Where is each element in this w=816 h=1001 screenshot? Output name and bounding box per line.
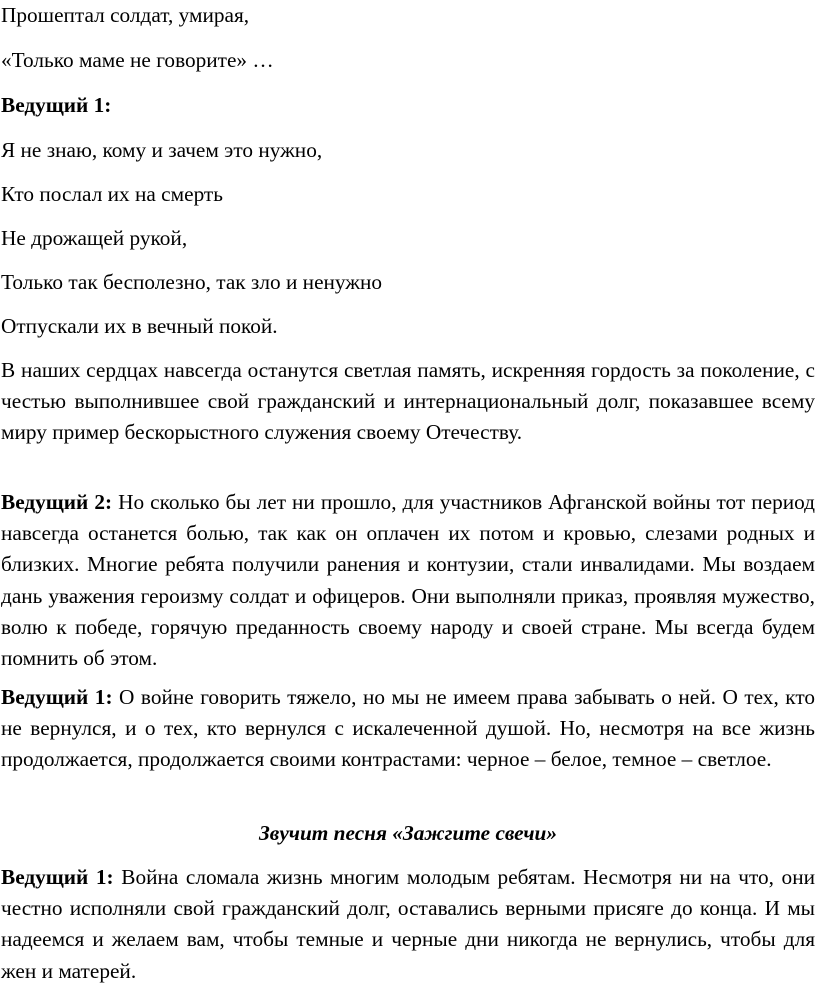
poem-top-line-1: Прошептал солдат, умирая, [1,3,250,27]
host-1-paragraph-a [1,682,815,776]
host-1-speaker-label-a: Ведущий 1: [1,685,113,709]
host-2-speaker-label: Ведущий 2: [1,490,113,514]
host-1-paragraph-b [1,862,815,987]
host-1-heading: Ведущий 1: [1,93,112,117]
host-1-text-a: О войне говорить тяжело, но мы не имеем права забывать о ней. О тех, кто не вернулся, и о тех, кто вернулся с искалеченной душой. Но, несмотря на все жизнь продолжается, продолжается своими контрастами: черное – белое, темное – светлое. [1,685,816,772]
poem-top-line-2: «Только маме не говорите» … [1,48,274,72]
host-1-text-b: Война сломала жизнь многим молодым ребятам. Несмотря ни на что, они честно исполняли свой гражданский долг, оставались верными присяге до конца. И мы надеемся и желаем вам, чтобы темные и черные дни никогда не вернулись, чтобы для жен и матерей. [1,865,815,983]
poem-main-line-1: Я не знаю, кому и зачем это нужно, [1,138,323,162]
song-heading: Звучит песня «Зажгите свечи» [258,821,558,845]
poem-main-line-2: Кто послал их на смерть [1,182,223,206]
poem-main-line-5: Отпускали их в вечный покой. [1,314,278,338]
host-2-text: Но сколько бы лет ни прошло, для участников Афганской войны тот период навсегда останется болью, так как он оплачен их потом и кровью, слезами родных и близких. Многие ребята получили ранения и контузии, стали инвалидами. Мы воздаем дань уважения героизму солдат и офицеров. Они выполняли приказ, проявляя мужество, волю к победе, горячую преданность своему народу и своей стране. Мы всегда будем помнить об этом. [1,490,816,671]
host-2-paragraph [1,487,815,674]
poem-main-line-3: Не дрожащей рукой, [1,226,188,250]
host-1-speaker-label-b: Ведущий 1: [1,865,114,889]
memory-paragraph: В наших сердцах навсегда останутся светлая память, искренняя гордость за поколение, с честью выполнившее свой гражданский и интернациональный долг, показавшее всему миру пример бескорыстного служения своему Отечеству. [1,358,815,445]
poem-main-line-4: Только так бесполезно, так зло и ненужно [1,270,383,294]
